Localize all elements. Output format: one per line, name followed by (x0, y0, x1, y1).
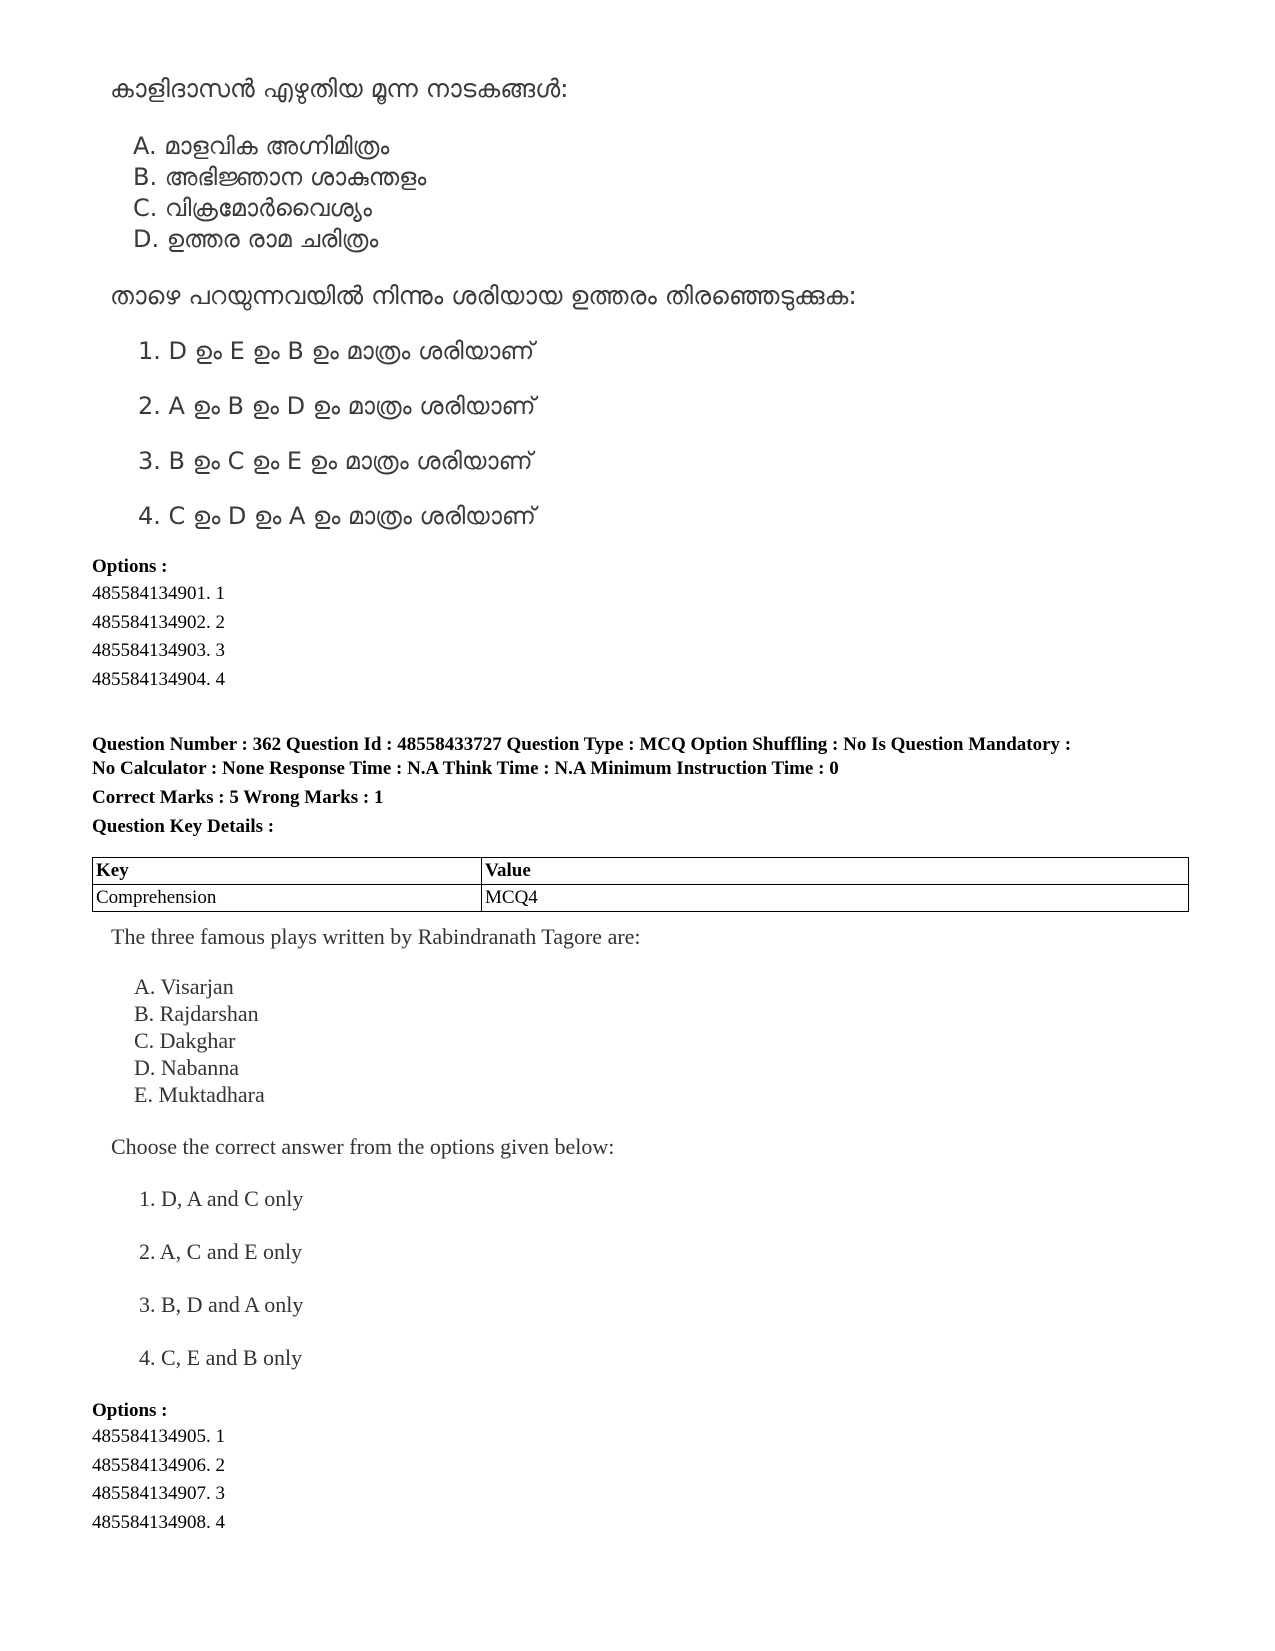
table-header-key: Key (93, 858, 482, 885)
table-cell-value: MCQ4 (482, 885, 1189, 912)
option-item: 485584134902. 2 (92, 611, 225, 633)
key-details-label: Question Key Details : (92, 816, 275, 837)
answer-choice-2: 2. A, C and E only (139, 1239, 303, 1264)
option-item: 485584134906. 2 (92, 1454, 225, 1476)
answer-choice-4: 4. C ഉം D ഉം A ഉം മാത്രം ശരിയാണ് (138, 502, 536, 530)
table-header-row (93, 858, 1189, 885)
answer-choice-4: 4. C, E and B only (139, 1345, 303, 1370)
answer-choice-2: 2. A ഉം B ഉം D ഉം മാത്രം ശരിയാണ് (138, 392, 536, 420)
option-item: 485584134904. 4 (92, 668, 225, 690)
question-meta-line-1: Question Number : 362 Question Id : 48558433727 Question Type : MCQ Option Shuffling : No Is Question Mandatory : (92, 734, 1072, 755)
options-label: Options : (92, 556, 168, 577)
statement-item: B. അഭിജ്ഞാന ശാകുന്തളം (133, 163, 427, 191)
statement-item: D. ഉത്തര രാമ ചരിത്രം (133, 225, 379, 253)
option-item: 485584134901. 1 (92, 583, 225, 604)
option-item: 485584134905. 1 (92, 1426, 225, 1447)
options-list (92, 1423, 225, 1537)
statement-list (134, 973, 265, 1108)
table-cell-key: Comprehension (93, 885, 482, 912)
statement-item: A. Visarjan (134, 974, 234, 999)
statement-item: B. Rajdarshan (134, 1001, 259, 1026)
statement-item: A. മാളവിക അഗ്നിമിത്രം (133, 132, 390, 160)
statement-item: C. Dakghar (134, 1028, 236, 1053)
answer-choice-3: 3. B, D and A only (139, 1292, 304, 1317)
answer-choice-1: 1. D ഉം E ഉം B ഉം മാത്രം ശരിയാണ് (138, 337, 535, 365)
question-instruction: താഴെ പറയുന്നവയിൽ നിന്നും ശരിയായ ഉത്തരം തിരഞ്ഞെടുക്കുക: (110, 281, 857, 310)
option-item: 485584134908. 4 (92, 1511, 225, 1533)
option-item: 485584134903. 3 (92, 640, 225, 661)
options-label: Options : (92, 1400, 168, 1421)
statement-item: D. Nabanna (134, 1055, 240, 1080)
table-header-value: Value (482, 858, 1189, 885)
answer-choice-1: 1. D, A and C only (139, 1186, 304, 1211)
answer-choice-3: 3. B ഉം C ഉം E ഉം മാത്രം ശരിയാണ് (138, 447, 533, 475)
marks-line: Correct Marks : 5 Wrong Marks : 1 (92, 787, 384, 808)
option-item: 485584134907. 3 (92, 1483, 225, 1504)
table-row (93, 885, 1189, 912)
statement-item: C. വിക്രമോർവൈശ്യം (133, 194, 372, 222)
statement-list (133, 131, 426, 255)
options-list (92, 580, 225, 694)
question-stem: കാളിദാസൻ എഴുതിയ മൂന്ന നാടകങ്ങൾ: (110, 74, 569, 103)
statement-item: E. Muktadhara (134, 1082, 265, 1107)
key-details-table (92, 857, 1189, 912)
question-meta-line-2: No Calculator : None Response Time : N.A Think Time : N.A Minimum Instruction Time : 0 (92, 758, 839, 779)
question-instruction: Choose the correct answer from the options given below: (111, 1134, 615, 1159)
question-stem: The three famous plays written by Rabindranath Tagore are: (111, 924, 641, 949)
